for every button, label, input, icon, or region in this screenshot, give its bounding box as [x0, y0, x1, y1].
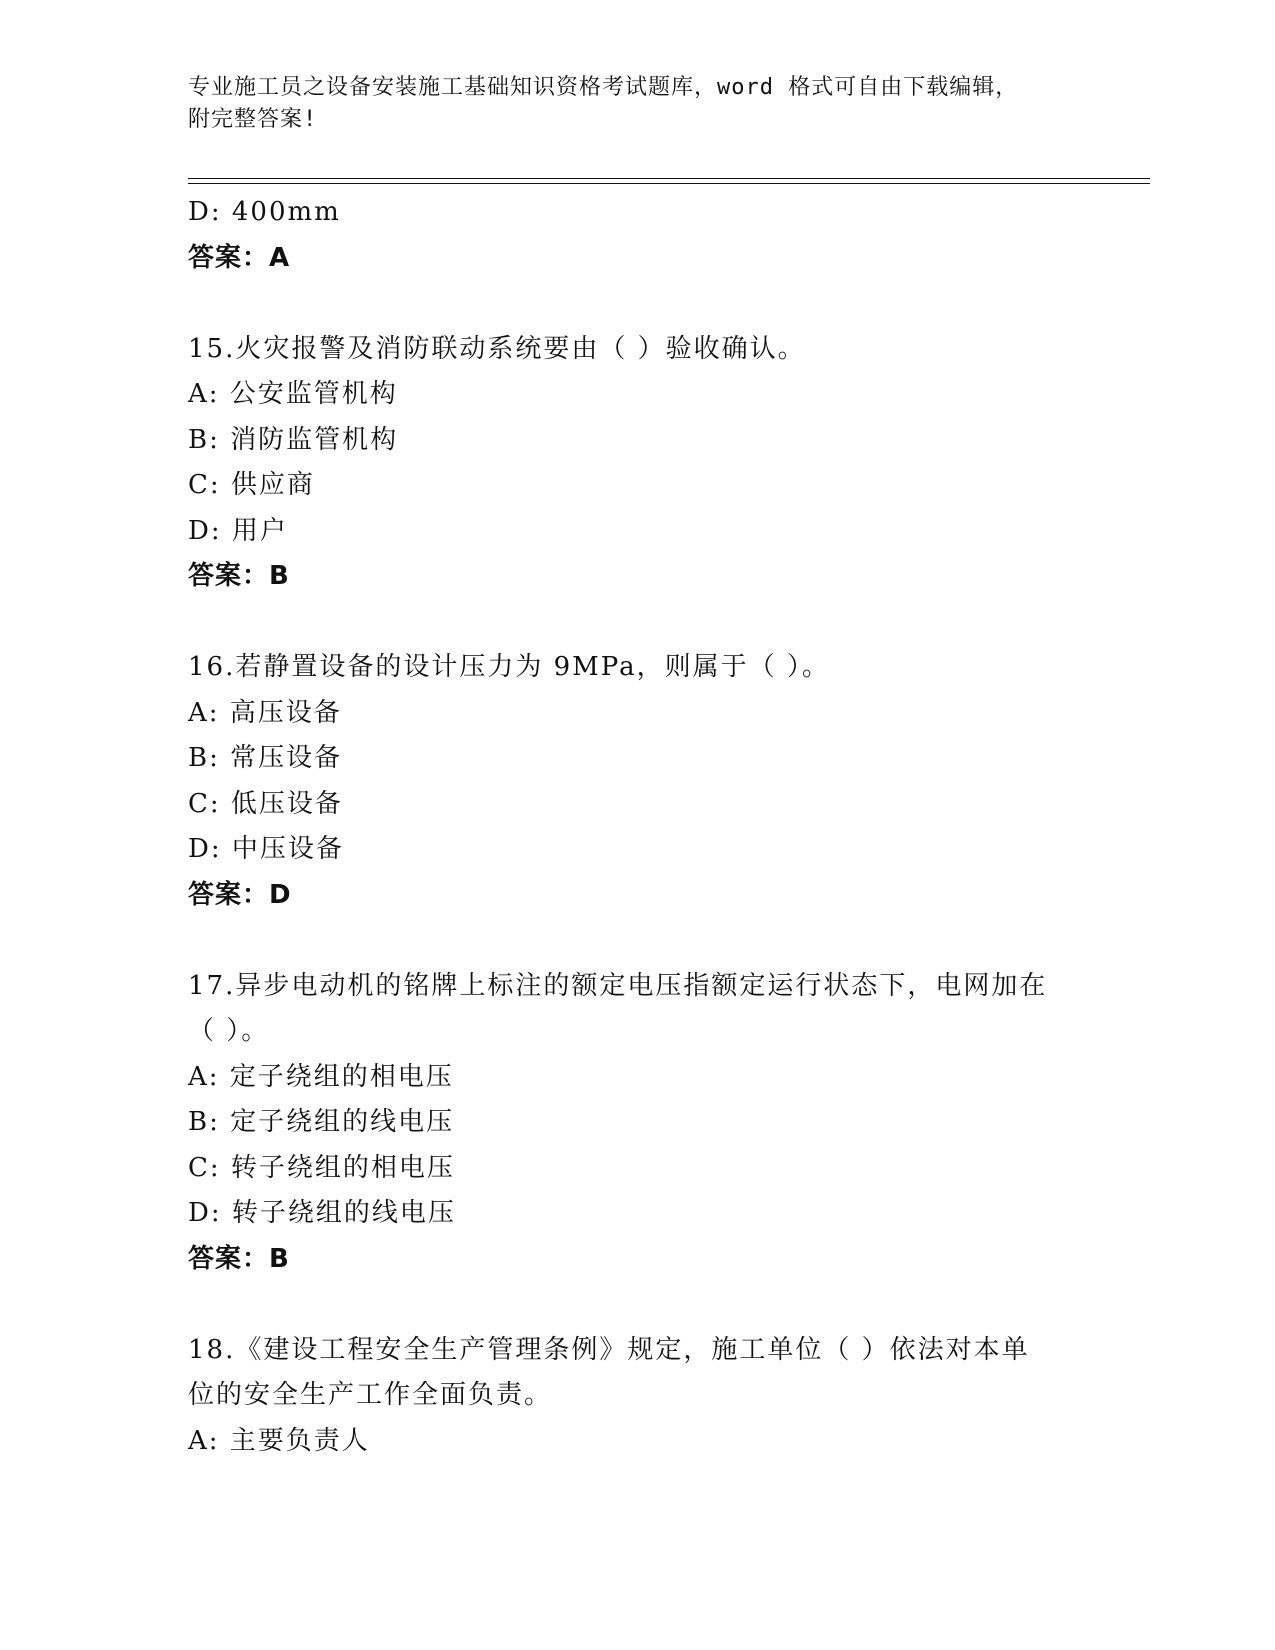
option-d: D: 400mm	[188, 197, 341, 227]
question-stem-line-1: 18.《建设工程安全生产管理条例》规定，施工单位（ ）依法对本单	[188, 1334, 1030, 1365]
option-a: A: 公安监管机构	[188, 379, 398, 409]
option-d: D: 用户	[188, 515, 288, 546]
option-b: B: 常压设备	[188, 743, 343, 773]
answer-line: 答案：D	[188, 879, 292, 910]
option-c: C: 供应商	[188, 470, 315, 500]
question-16	[188, 645, 1088, 918]
question-stem-line-2: 位的安全生产工作全面负责。	[188, 1380, 553, 1410]
answer-line: 答案：B	[188, 561, 290, 591]
question-stem: 16.若静置设备的设计压力为 9MPa，则属于（ ）。	[188, 652, 830, 682]
option-b: B: 定子绕组的线电压	[188, 1107, 455, 1137]
question-18	[188, 1328, 1088, 1465]
answer-line: 答案：B	[188, 1243, 290, 1274]
option-b: B: 消防监管机构	[188, 424, 399, 455]
question-list	[188, 190, 1088, 1464]
question-15	[188, 327, 1088, 600]
document-header	[188, 72, 1088, 136]
header-line-2: 附完整答案!	[188, 107, 318, 132]
question-17	[188, 964, 1088, 1283]
option-a: A: 高压设备	[188, 697, 342, 728]
option-a: A: 定子绕组的相电压	[188, 1061, 454, 1092]
option-a: A: 主要负责人	[188, 1425, 370, 1456]
option-d: D: 中压设备	[188, 834, 344, 864]
question-stem: 15.火灾报警及消防联动系统要由（ ）验收确认。	[188, 333, 806, 364]
prev-question-tail	[188, 190, 1088, 281]
header-line-1: 专业施工员之设备安装施工基础知识资格考试题库，word 格式可自由下载编辑，	[188, 75, 1019, 100]
option-c: C: 低压设备	[188, 788, 343, 819]
question-stem-line-2: （ ）。	[188, 1016, 270, 1046]
question-stem-line-1: 17.异步电动机的铭牌上标注的额定电压指额定运行状态下，电网加在	[188, 970, 1048, 1001]
option-d: D: 转子绕组的线电压	[188, 1198, 456, 1228]
answer-line: 答案：A	[188, 242, 291, 273]
header-rule-bottom	[188, 183, 1150, 184]
option-c: C: 转子绕组的相电压	[188, 1152, 455, 1183]
header-rule-top	[188, 178, 1150, 179]
